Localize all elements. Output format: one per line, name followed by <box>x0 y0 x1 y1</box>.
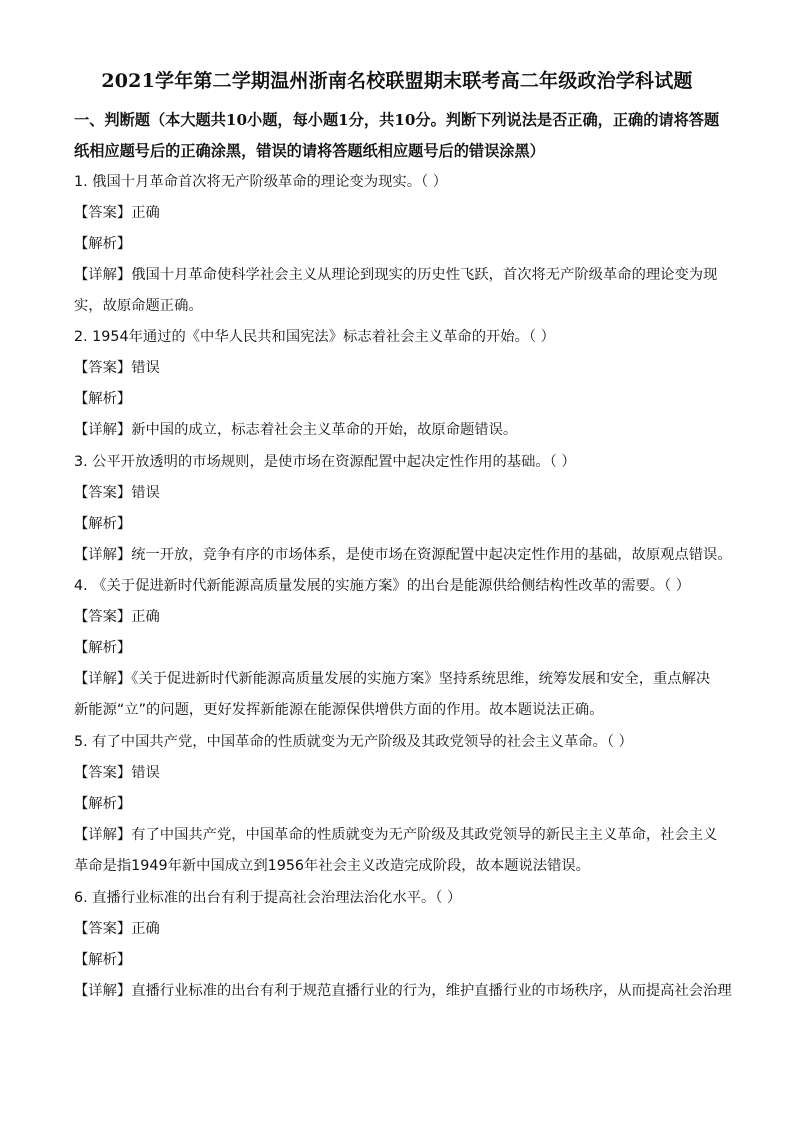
question-3-answer <box>74 483 160 503</box>
question-3-analysis-label: 【解析】 <box>74 516 132 532</box>
detail-text: 有了中国共产党，中国革命的性质就变为无产阶级及其政党领导的新民主主义革命，社会主义革命是指1949年新中国成立到1956年社会主义改造完成阶段，故本题说法错误。 <box>74 827 718 874</box>
detail-label: 【详解】 <box>74 827 132 843</box>
answer-value: 错误 <box>131 485 160 501</box>
question-4-analysis-label: 【解析】 <box>74 640 132 656</box>
detail-label: 【详解】 <box>74 547 132 563</box>
answer-label: 【答案】 <box>74 921 132 937</box>
question-5-text: 5. 有了中国共产党，中国革命的性质就变为无产阶级及其政党领导的社会主义革命。（ ） <box>74 734 633 750</box>
answer-label: 【答案】 <box>74 765 132 781</box>
question-2-analysis-label: 【解析】 <box>74 391 132 407</box>
question-2-text: 2. 1954年通过的《中华人民共和国宪法》标志着社会主义革命的开始。（ ） <box>74 329 555 345</box>
question-1-text: 1. 俄国十月革命首次将无产阶级革命的理论变为现实。（ ） <box>74 174 447 190</box>
detail-text: 统一开放，竞争有序的市场体系，是使市场在资源配置中起决定性作用的基础，故原观点错误。 <box>131 547 732 563</box>
detail-label: 【详解】 <box>74 671 132 687</box>
detail-label: 【详解】 <box>74 267 132 283</box>
detail-text: 《关于促进新时代新能源高质量发展的实施方案》坚持系统思维，统筹发展和安全，重点解决新能源“立”的问题，更好发挥新能源在能源保供增供方面的作用。故本题说法正确。 <box>74 671 711 718</box>
question-2-answer <box>74 358 160 378</box>
detail-text: 新中国的成立，标志着社会主义革命的开始，故原命题错误。 <box>131 422 518 438</box>
answer-label: 【答案】 <box>74 485 132 501</box>
question-3-text: 3. 公平开放透明的市场规则，是使市场在资源配置中起决定性作用的基础。（ ） <box>74 454 576 470</box>
question-1-analysis-label: 【解析】 <box>74 236 132 252</box>
answer-value: 错误 <box>131 765 160 781</box>
question-6-analysis-label: 【解析】 <box>74 952 132 968</box>
question-5-analysis-label: 【解析】 <box>74 796 132 812</box>
question-1-answer <box>74 203 160 223</box>
question-3-detail <box>74 545 732 565</box>
answer-label: 【答案】 <box>74 360 132 376</box>
question-4-answer <box>74 607 160 627</box>
question-5-answer <box>74 763 160 783</box>
detail-label: 【详解】 <box>74 983 132 999</box>
question-5-detail <box>74 820 724 882</box>
section-heading: 一、判断题（本大题共10小题，每小题1分，共10分。判断下列说法是否正确，正确的请将答题纸相应题号后的正确涂黑，错误的请将答题纸相应题号后的错误涂黑） <box>74 111 720 160</box>
question-6-detail <box>74 981 732 1001</box>
question-2-detail <box>74 420 517 440</box>
question-1-detail <box>74 260 724 322</box>
question-6-answer <box>74 919 160 939</box>
answer-value: 错误 <box>131 360 160 376</box>
answer-value: 正确 <box>131 609 160 625</box>
detail-text: 俄国十月革命使科学社会主义从理论到现实的历史性飞跃，首次将无产阶级革命的理论变为现实，故原命题正确。 <box>74 267 718 314</box>
question-6-text: 6. 直播行业标准的出台有利于提高社会治理法治化水平。（ ） <box>74 890 462 906</box>
answer-label: 【答案】 <box>74 205 132 221</box>
question-4-detail <box>74 664 724 726</box>
detail-text: 直播行业标准的出台有利于规范直播行业的行为，维护直播行业的市场秩序，从而提高社会治理 <box>131 983 732 999</box>
question-4-text: 4. 《关于促进新时代新能源高质量发展的实施方案》的出台是能源供给侧结构性改革的需要。（ ） <box>74 578 691 594</box>
detail-label: 【详解】 <box>74 422 132 438</box>
answer-label: 【答案】 <box>74 609 132 625</box>
page-title: 2021学年第二学期温州浙南名校联盟期末联考高二年级政治学科试题 <box>101 70 693 92</box>
answer-value: 正确 <box>131 921 160 937</box>
answer-value: 正确 <box>131 205 160 221</box>
